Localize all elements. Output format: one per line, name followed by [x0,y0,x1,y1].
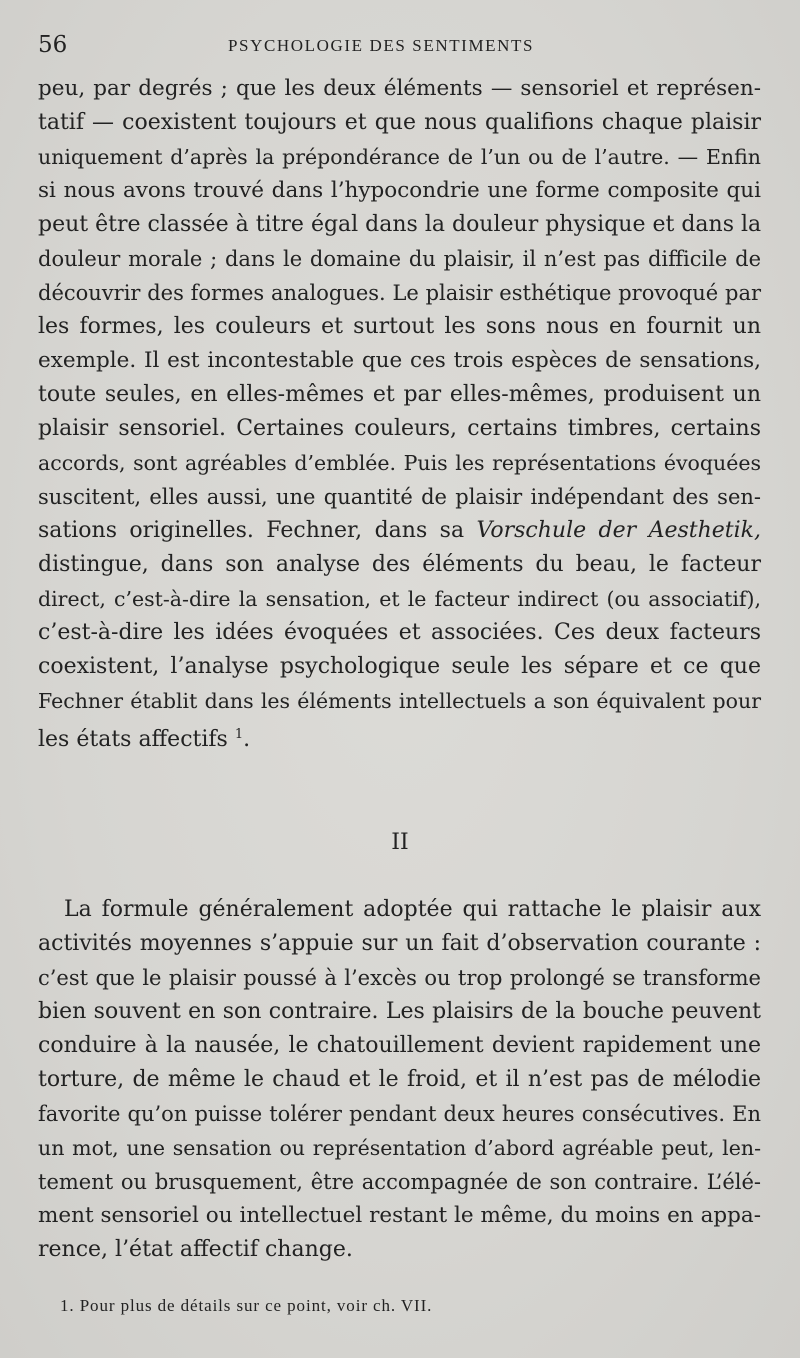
text-line-with-title [38,514,761,548]
running-head [38,32,763,62]
text-line: favorite qu’on puisse tolérer pendant deux heures consécutives. En [38,1102,761,1126]
footnote-reference[interactable]: 1 [234,727,244,742]
text-line: uniquement d’après la prépondérance de l’un ou de l’autre. — Enfin [38,145,761,169]
paragraph-1 [38,72,761,752]
text-line: tatif — coexistent toujours et que nous qualifions chaque plaisir [38,110,761,135]
text-line: c’est que le plaisir poussé à l’excès ou trop prolongé se transforme [38,966,761,990]
text-line: toute seules, en elles-mêmes et par elles-mêmes, produisent un [38,382,761,407]
footnote: 1. Pour plus de détails sur ce point, voir ch. VII. [60,1296,433,1315]
text-line: suscitent, elles aussi, une quantité de plaisir indépendant des sen- [38,485,761,509]
text-line: direct, c’est-à-dire la sensation, et le facteur indirect (ou associatif), [38,587,761,611]
page-number: 56 [38,32,68,58]
text-line: coexistent, l’analyse psychologique seule les sépare et ce que [38,654,761,679]
text-line: tement ou brusquement, être accompagnée de son contraire. L’élé- [38,1170,761,1194]
section-heading: II [391,830,409,855]
text-line: peu, par degrés ; que les deux éléments — sensoriel et représen- [38,76,761,101]
text-line: bien souvent en son contraire. Les plaisirs de la bouche peuvent [38,999,761,1024]
text-line-last: rence, l’état affectif change. [38,1237,353,1262]
text-fragment: sations originelles. Fechner, dans sa [38,518,465,543]
text-fragment: les états affectifs [38,727,228,752]
text-line: douleur morale ; dans le domaine du plaisir, il n’est pas difficile de [38,247,761,271]
text-line: les formes, les couleurs et surtout les sons nous en fournit un [38,314,761,339]
text-line: activités moyennes s’appuie sur un fait d’observation courante : [38,931,761,956]
text-line: Fechner établit dans les éléments intellectuels a son équivalent pour [38,689,761,713]
text-line: si nous avons trouvé dans l’hypocondrie une forme composite qui [38,178,761,203]
text-line: La formule généralement adoptée qui rattache le plaisir aux [64,897,761,922]
paragraph-2 [38,893,761,1267]
text-line: exemple. Il est incontestable que ces trois espèces de sensations, [38,348,761,373]
end-punctuation: . [243,727,251,752]
text-line: conduire à la nausée, le chatouillement devient rapidement une [38,1033,761,1058]
running-title: PSYCHOLOGIE DES SENTIMENTS [228,36,535,55]
italic-book-title: Vorschule der Aesthetik, [476,518,762,543]
text-line: découvrir des formes analogues. Le plaisir esthétique provoqué par [38,281,761,305]
text-line: torture, de même le chaud et le froid, et il n’est pas de mélodie [38,1067,761,1092]
text-line: plaisir sensoriel. Certaines couleurs, certains timbres, certains [38,416,761,441]
text-line: accords, sont agréables d’emblée. Puis les représentations évoquées [38,451,761,475]
text-line: un mot, une sensation ou représentation d’abord agréable peut, len- [38,1136,761,1160]
text-line: distingue, dans son analyse des éléments du beau, le facteur [38,552,761,577]
text-line: ment sensoriel ou intellectuel restant le même, du moins en appa- [38,1203,761,1228]
text-line-last [38,718,761,752]
text-line: peut être classée à titre égal dans la douleur physique et dans la [38,212,762,237]
text-line: c’est-à-dire les idées évoquées et associées. Ces deux facteurs [38,620,761,645]
